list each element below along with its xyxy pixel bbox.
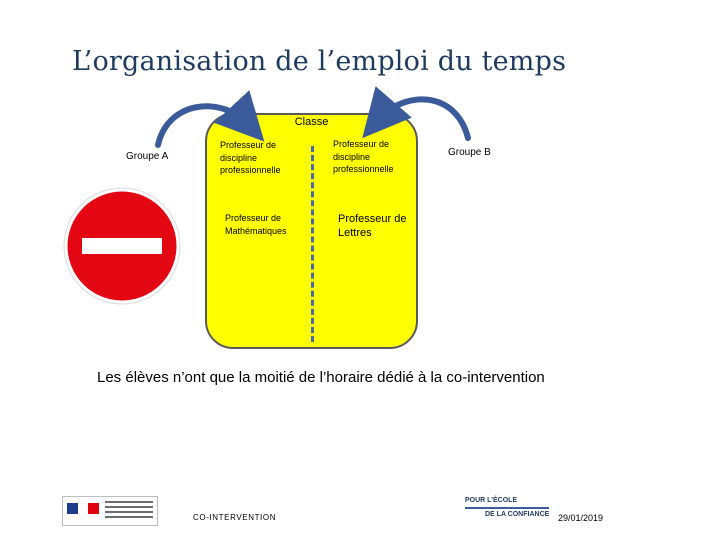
prof-pro-right: Professeur de discipline professionnelle [333, 139, 394, 174]
prof-lettres: Professeur de Lettres [338, 213, 407, 239]
ecole-confiance-logo: POUR L’ÉCOLE DE LA CONFIANCE [465, 497, 550, 518]
classe-label: Classe [294, 116, 329, 128]
groupe-a-label: Groupe A [126, 151, 169, 162]
french-flag-icon [67, 503, 99, 514]
curved-arrow-icon [158, 106, 248, 145]
footer-title: CO-INTERVENTION [193, 513, 277, 522]
groupe-b-label: Groupe B [448, 147, 491, 158]
ministry-logo [62, 496, 158, 526]
footer-date: 29/01/2019 [558, 513, 604, 523]
page-title: L’organisation de l’emploi du temps [72, 46, 567, 77]
prof-pro-left: Professeur de discipline professionnelle [220, 140, 281, 175]
prof-maths: Professeur de Mathématiques [225, 213, 287, 236]
curved-arrow-icon [378, 99, 468, 138]
no-entry-sign-icon [64, 188, 180, 304]
caption: Les élèves n’ont que la moitié de l’horaire dédié à la co-intervention [97, 369, 545, 386]
